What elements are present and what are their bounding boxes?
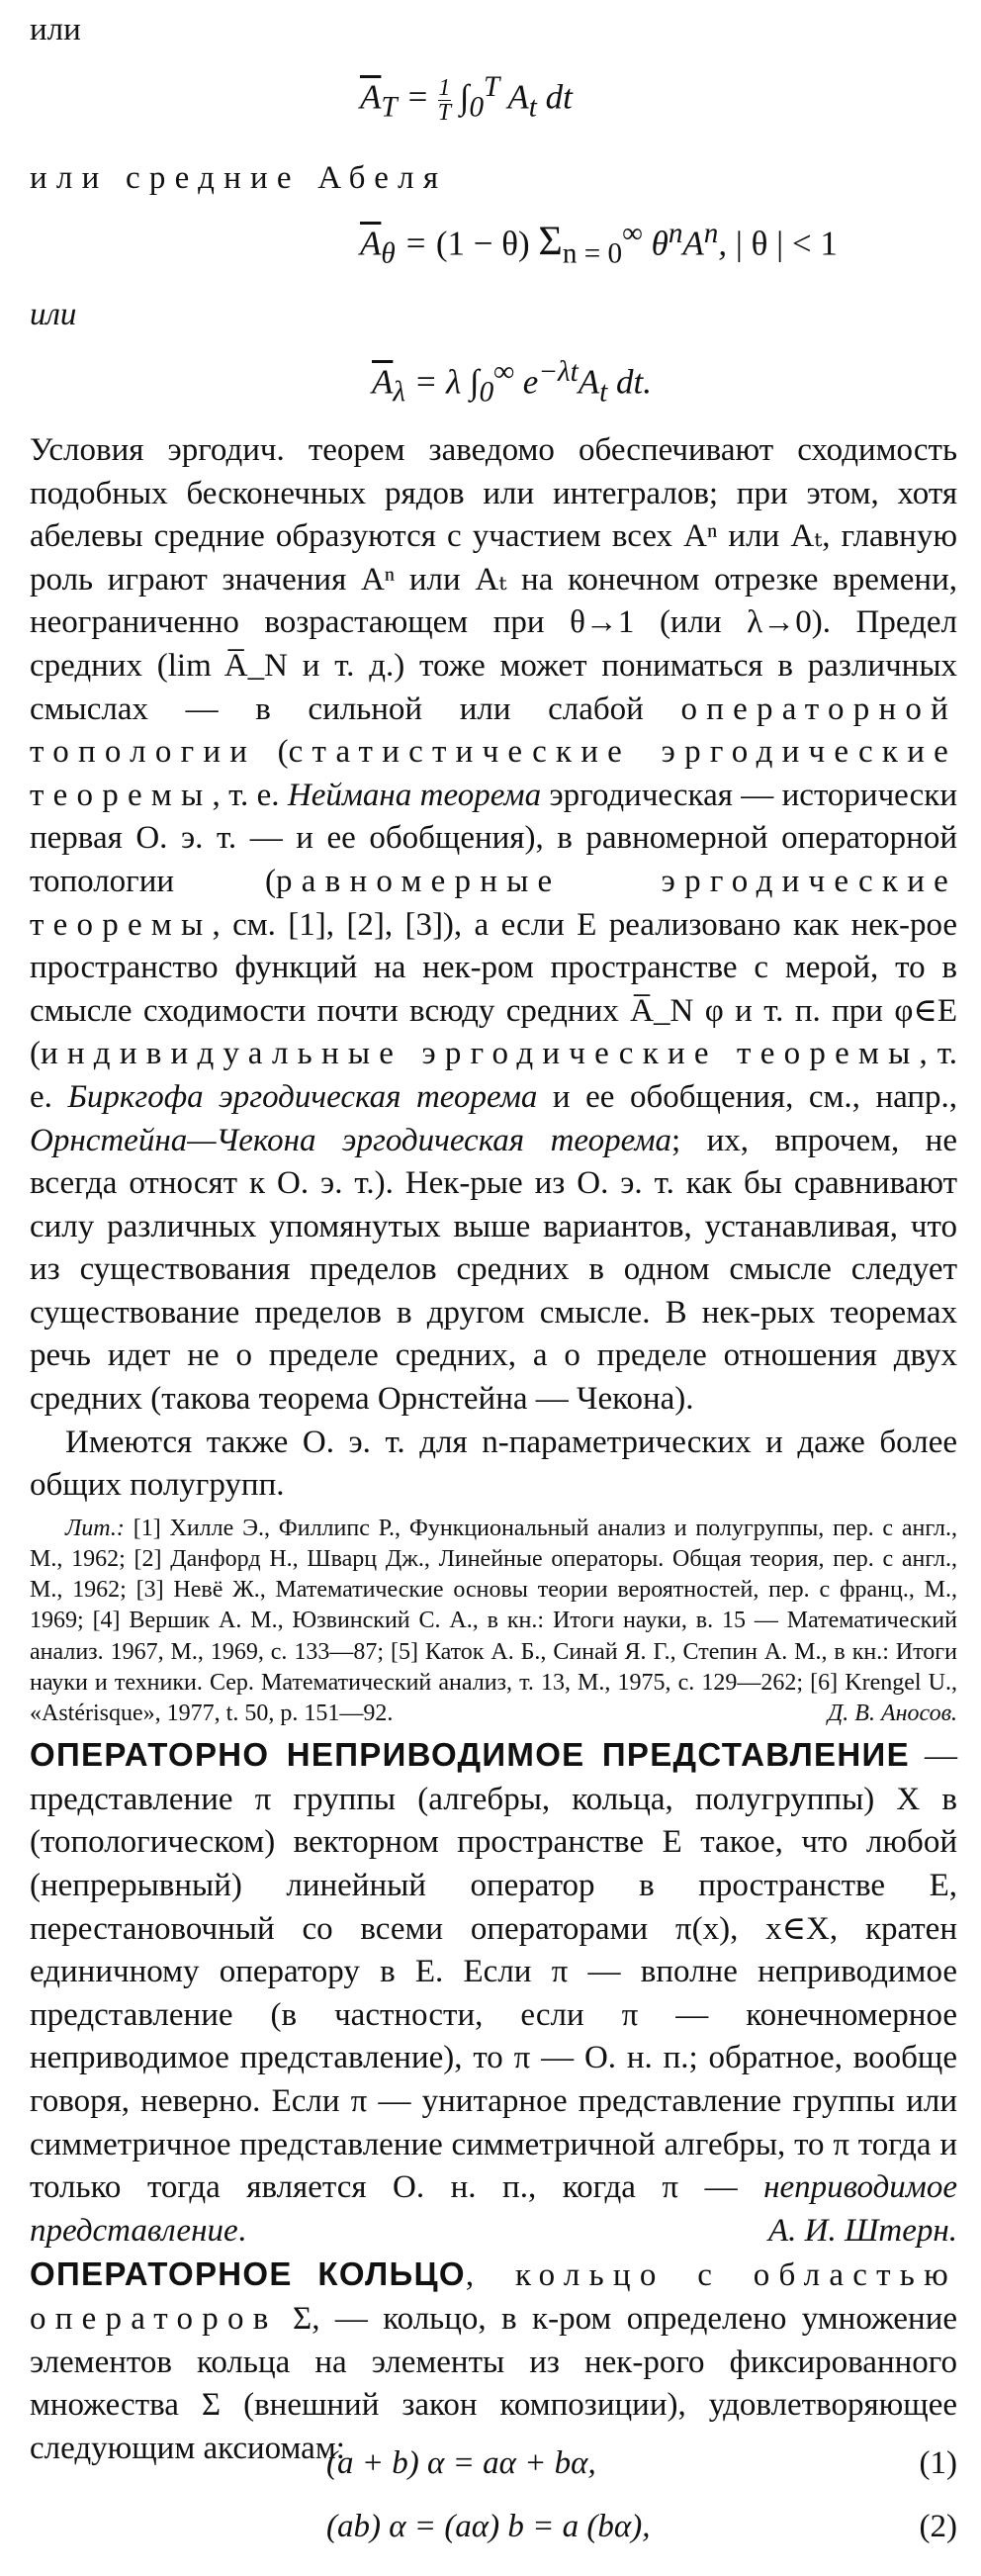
formula-time-average: $\overline{A}_T$ = $\frac{1}{T}$ $\int_0^T$ $A_t$ dt [360, 71, 573, 127]
formula-abel-mean: $\overline{A}_\theta = (1 - \theta)$ $\Sigma_{n = 0}^\infty$ $\theta^nA^n$, | θ | < 1 [360, 218, 838, 270]
entry-operator-irreducible [30, 1733, 957, 2253]
term-operator-topology: операторной топологии [30, 690, 957, 771]
entry-spaced-definition: , кольцо с областью операторов [30, 2257, 957, 2337]
paragraph-convergence [30, 429, 957, 1422]
text-span: смыслах — в сильной или слабой [30, 690, 681, 727]
equation-number-2: (2) [919, 2509, 957, 2544]
text-span: и ее обобщения, см., напр., [537, 1078, 957, 1115]
paragraph-n-parameter: Имеются также О. э. т. для n-параметрических и даже более общих полугрупп. [30, 1424, 957, 1504]
equation-2: (ab) α = (aα) b = a (bα), [326, 2509, 651, 2544]
equation-1: (a + b) α = aα + bα, [326, 2445, 596, 2481]
main-text [30, 429, 957, 2470]
text-span: Условия эргодич. теорем заведомо обеспечивают сходимость подобных бесконечных рядов или интегралов; при этом, хотя абелевы средние образуются с участием всех Aⁿ или Aₜ, главную роль играют значения Aⁿ или Aₜ на конечном отрезке времени, неограниченно возрастающем при θ→1 (или λ→0). Предел средних (lim A̅_N и т. д.) тоже может пониматься в различных [30, 432, 957, 684]
link-birkhoff-theorem[interactable]: Биркгофа эргодическая теорема [67, 1078, 538, 1115]
entry-title-operator-ring: ОПЕРАТОРНОЕ КОЛЬЦО [30, 2255, 466, 2293]
term-statistical-ergodic: статистические эргодические теоремы [30, 734, 957, 813]
text-span: эргодическая — исторически первая О. э. т. — и ее обобщения), в равномерной операторной топологии ( [30, 777, 957, 899]
equation-number-1: (1) [919, 2445, 957, 2481]
connector-abel-means: или средние Абеля [30, 160, 448, 196]
references-text: [1] Хилле Э., Филлипс Р., Функциональный анализ и полугруппы, пер. с англ., М., 1962; [2] Данфорд Н., Шварц Дж., Линейные операторы. Общая теория, пер. с англ., М., 1962; [3] Невё Ж., Математические основы теории вероятностей, пер. с франц., М., 1969; [4] Вершик А. М., Юзвинский С. А., в кн.: Итоги науки, в. 15 — Математический анализ. 1967, М., 1969, с. 133—87; [5] Каток А. Б., Синай Я. Г., Степин А. М., в кн.: Итоги науки и техники. Сер. Математический анализ, т. 13, М., 1975, с. 129—262; [6] Krengel U., «Astérisque», 1977, t. 50, p. 151—92. [30, 1515, 957, 1727]
term-uniform-ergodic: равномерные эргодические теоремы [30, 863, 957, 943]
text-span: , т. е. [30, 1036, 957, 1115]
link-irreducible-representation[interactable]: неприводимое представление [30, 2169, 957, 2249]
text-span: , см. [1], [2], [3]), а если E реализовано как нек-рое пространство функций на нек-ром пространстве с мерой, то в смысле сходимости почти всюду средних A̅_N φ и т. п. при φ∈E ( [30, 906, 957, 1072]
text-span: ( [256, 734, 289, 771]
author-stern: А. И. Штерн. [767, 2212, 957, 2249]
formula-laplace-mean: $\overline{A}_\lambda = \lambda$ $\int_0^\infty$ $e^{-\lambda t}A_t$ dt. [372, 356, 652, 409]
entry-title-operator-irreducible: ОПЕРАТОРНО НЕПРИВОДИМОЕ ПРЕДСТАВЛЕНИЕ [30, 1736, 910, 1774]
text-span: . [237, 2212, 246, 2249]
entry-body: — представление π группы (алгебры, кольца, полугруппы) X в (топологическом) векторном пространстве E такое, что любой (непрерывный) линейный оператор в пространстве E, перестановочный со всеми операторами π(x), x∈X, кратен единичному оператору в E. Если π — вполне неприводимое представление (в частности, если π — конечномерное неприводимое представление), то π — О. н. п.; обратное, вообще говоря, неверно. Если π — унитарное представление группы или симметричное представление симметричной алгебры, то π тогда и только тогда является О. н. п., когда π — [30, 1738, 957, 2206]
link-neumann-theorem[interactable]: Неймана теорема [287, 777, 542, 813]
entry-body: Σ, — кольцо, в к-ром определено умножение элементов кольца на элементы из нек-рого фиксированного множества Σ (внешний закон композиции), удовлетворяющее следующим аксиомам: [30, 2300, 957, 2466]
text-span: ; их, впрочем, не всегда относят к О. э. т.). Нек-рые из О. э. т. как бы сравнивают силу различных упомянутых выше вариантов, устанавливая, что из существования пределов средних в одном смысле следует существование пределов в другом смысле. В нек-рых теоремах речь идет не о пределе средних, а о пределе отношения двух средних (такова теорема Орнстейна — Чекона). [30, 1122, 957, 1418]
link-ornstein-chacon-theorem[interactable]: Орнстейна—Чекона эргодическая теорема [30, 1122, 672, 1158]
references [30, 1514, 957, 1729]
term-individual-ergodic: индивидуальные эргодические теоремы [41, 1036, 920, 1072]
connector-or-2: или [30, 297, 77, 332]
references-label: Лит.: [65, 1515, 125, 1541]
author-anosov: Д. В. Аносов. [828, 1701, 957, 1727]
text-span: , т. е. [212, 777, 288, 813]
entry-operator-ring [30, 2253, 957, 2470]
connector-or-1: или [30, 12, 81, 47]
